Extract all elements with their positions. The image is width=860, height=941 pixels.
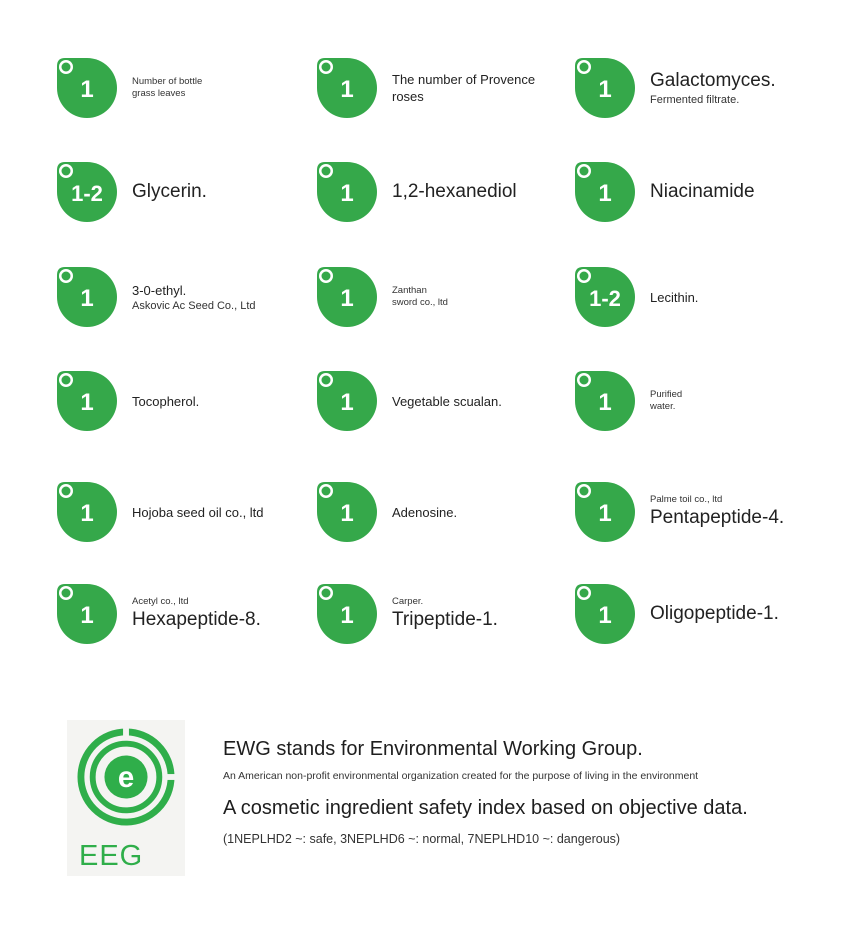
ingredient-name: Tripeptide-1. xyxy=(392,609,498,630)
ewg-score-badge xyxy=(573,480,637,544)
ewg-logo-icon xyxy=(77,728,175,826)
ingredient-name: Lecithin. xyxy=(650,289,699,305)
ingredient-name: water. xyxy=(650,401,676,412)
ewg-mark-icon xyxy=(580,376,589,385)
ingredient-name: Zanthan xyxy=(392,285,427,296)
ingredient-name: Adenosine. xyxy=(392,504,458,520)
ingredient-supplier: Acetyl co., ltd xyxy=(132,596,189,607)
score-value: 1 xyxy=(80,500,94,527)
score-value: 1 xyxy=(598,500,612,527)
ewg-score-badge xyxy=(55,56,119,120)
ingredient-item xyxy=(573,480,823,552)
ewg-score-badge xyxy=(315,56,379,120)
ewg-score-badge xyxy=(55,582,119,646)
ingredient-name: sword co., ltd xyxy=(392,297,448,308)
ingredient-name: The number of Provence roses xyxy=(392,72,536,104)
ewg-score-badge xyxy=(315,582,379,646)
ingredient-text xyxy=(132,480,307,544)
ingredient-supplier: Carper. xyxy=(392,596,424,607)
ingredient-text xyxy=(650,160,825,224)
ewg-mark-icon xyxy=(580,63,589,72)
ewg-score-note: (1NEPLHD2 ~: safe, 3NEPLHD6 ~: normal, 7NEPLHD10 ~: dangerous) xyxy=(223,832,621,846)
ewg-mark-icon xyxy=(322,589,331,598)
ewg-score-badge xyxy=(315,160,379,224)
ingredient-item xyxy=(55,265,305,337)
ewg-mark-icon xyxy=(580,167,589,176)
score-value: 1 xyxy=(340,602,354,629)
score-value: 1 xyxy=(598,180,612,207)
ewg-mark-icon xyxy=(322,272,331,281)
ewg-mark-icon xyxy=(322,63,331,72)
ewg-score-badge xyxy=(55,160,119,224)
ingredient-item xyxy=(573,369,823,441)
ewg-mark-icon xyxy=(62,63,71,72)
ingredient-item xyxy=(573,56,823,128)
ingredient-name: grass leaves xyxy=(132,88,186,99)
ingredient-text xyxy=(392,480,567,544)
ingredient-item xyxy=(55,56,305,128)
ingredient-text xyxy=(392,56,567,120)
svg-text:e: e xyxy=(117,760,135,794)
ewg-score-badge xyxy=(573,582,637,646)
logo-text: EEG xyxy=(79,840,144,872)
ingredient-item xyxy=(55,369,305,441)
ewg-mark-icon xyxy=(62,376,71,385)
ewg-subheading: A cosmetic ingredient safety index based on objective data. xyxy=(223,797,748,819)
ingredient-text xyxy=(392,369,567,433)
score-value: 1 xyxy=(80,389,94,416)
ingredient-item xyxy=(315,369,565,441)
ingredient-text xyxy=(650,56,825,120)
ingredient-detail: Askovic Ac Seed Co., Ltd xyxy=(132,299,256,312)
ingredient-text xyxy=(132,56,307,120)
ewg-score-badge xyxy=(315,369,379,433)
ewg-mark-icon xyxy=(62,487,71,496)
ingredient-text xyxy=(650,369,825,433)
ingredient-text xyxy=(392,582,567,646)
ingredient-item xyxy=(315,160,565,232)
ingredient-name: Glycerin. xyxy=(132,181,207,202)
score-value: 1 xyxy=(80,285,94,312)
ingredient-text xyxy=(650,582,825,646)
ingredient-name: Hexapeptide-8. xyxy=(132,609,261,630)
ewg-score-badge xyxy=(573,160,637,224)
ingredient-name: Hojoba seed oil co., ltd xyxy=(132,504,264,520)
ingredient-name: Galactomyces. xyxy=(650,70,776,91)
ingredient-text xyxy=(132,160,307,224)
ewg-mark-icon xyxy=(580,487,589,496)
ewg-mark-icon xyxy=(322,376,331,385)
ewg-score-badge xyxy=(55,480,119,544)
ingredient-item xyxy=(55,160,305,232)
score-value: 1-2 xyxy=(71,181,103,206)
ingredient-text xyxy=(392,160,567,224)
ewg-score-badge xyxy=(315,265,379,329)
ingredient-name: Number of bottle xyxy=(132,76,203,87)
ingredient-text xyxy=(132,369,307,433)
ingredient-name: Niacinamide xyxy=(650,181,755,202)
ingredient-text xyxy=(132,265,307,329)
ewg-mark-icon xyxy=(322,487,331,496)
ingredient-name: Vegetable scualan. xyxy=(392,393,502,409)
ewg-mark-icon xyxy=(322,167,331,176)
score-value: 1 xyxy=(340,500,354,527)
ewg-score-badge xyxy=(573,369,637,433)
ingredient-item xyxy=(55,582,305,654)
ingredient-name: Pentapeptide-4. xyxy=(650,507,785,528)
ewg-score-badge xyxy=(573,56,637,120)
ingredient-item xyxy=(315,56,565,128)
score-value: 1-2 xyxy=(589,286,621,311)
score-value: 1 xyxy=(340,76,354,103)
score-value: 1 xyxy=(340,180,354,207)
score-value: 1 xyxy=(340,285,354,312)
ingredient-item xyxy=(55,480,305,552)
ingredient-item xyxy=(315,265,565,337)
ewg-logo xyxy=(67,720,185,876)
ewg-description: An American non-profit environmental organization created for the purpose of living in the environment xyxy=(223,770,699,782)
score-value: 1 xyxy=(80,602,94,629)
score-value: 1 xyxy=(598,389,612,416)
ewg-score-badge xyxy=(315,480,379,544)
score-value: 1 xyxy=(340,389,354,416)
ingredient-item xyxy=(573,582,823,654)
ingredient-detail: Fermented filtrate. xyxy=(650,94,740,106)
ingredient-text xyxy=(132,582,307,646)
ingredient-name: 3-0-ethyl. xyxy=(132,282,187,298)
ewg-score-badge xyxy=(55,369,119,433)
score-value: 1 xyxy=(598,76,612,103)
ingredient-name: Purified xyxy=(650,389,683,400)
ewg-info xyxy=(67,720,807,880)
ewg-mark-icon xyxy=(62,167,71,176)
score-value: 1 xyxy=(80,76,94,103)
ewg-heading: EWG stands for Environmental Working Group. xyxy=(223,738,643,760)
score-value: 1 xyxy=(598,602,612,629)
ewg-score-badge xyxy=(573,265,637,329)
ingredient-name: Tocopherol. xyxy=(132,393,200,409)
ingredient-item xyxy=(573,160,823,232)
ingredient-text xyxy=(650,480,825,544)
ewg-mark-icon xyxy=(580,272,589,281)
ewg-score-badge xyxy=(55,265,119,329)
ingredient-item xyxy=(315,480,565,552)
ingredient-supplier: Palme toil co., ltd xyxy=(650,494,723,505)
ewg-mark-icon xyxy=(580,589,589,598)
ingredient-item xyxy=(315,582,565,654)
ewg-mark-icon xyxy=(62,589,71,598)
ewg-mark-icon xyxy=(62,272,71,281)
ingredient-text xyxy=(392,265,567,329)
ingredient-name: Oligopeptide-1. xyxy=(650,603,779,624)
ingredient-name: 1,2-hexanediol xyxy=(392,181,517,202)
ingredient-item xyxy=(573,265,823,337)
ingredient-text xyxy=(650,265,825,329)
